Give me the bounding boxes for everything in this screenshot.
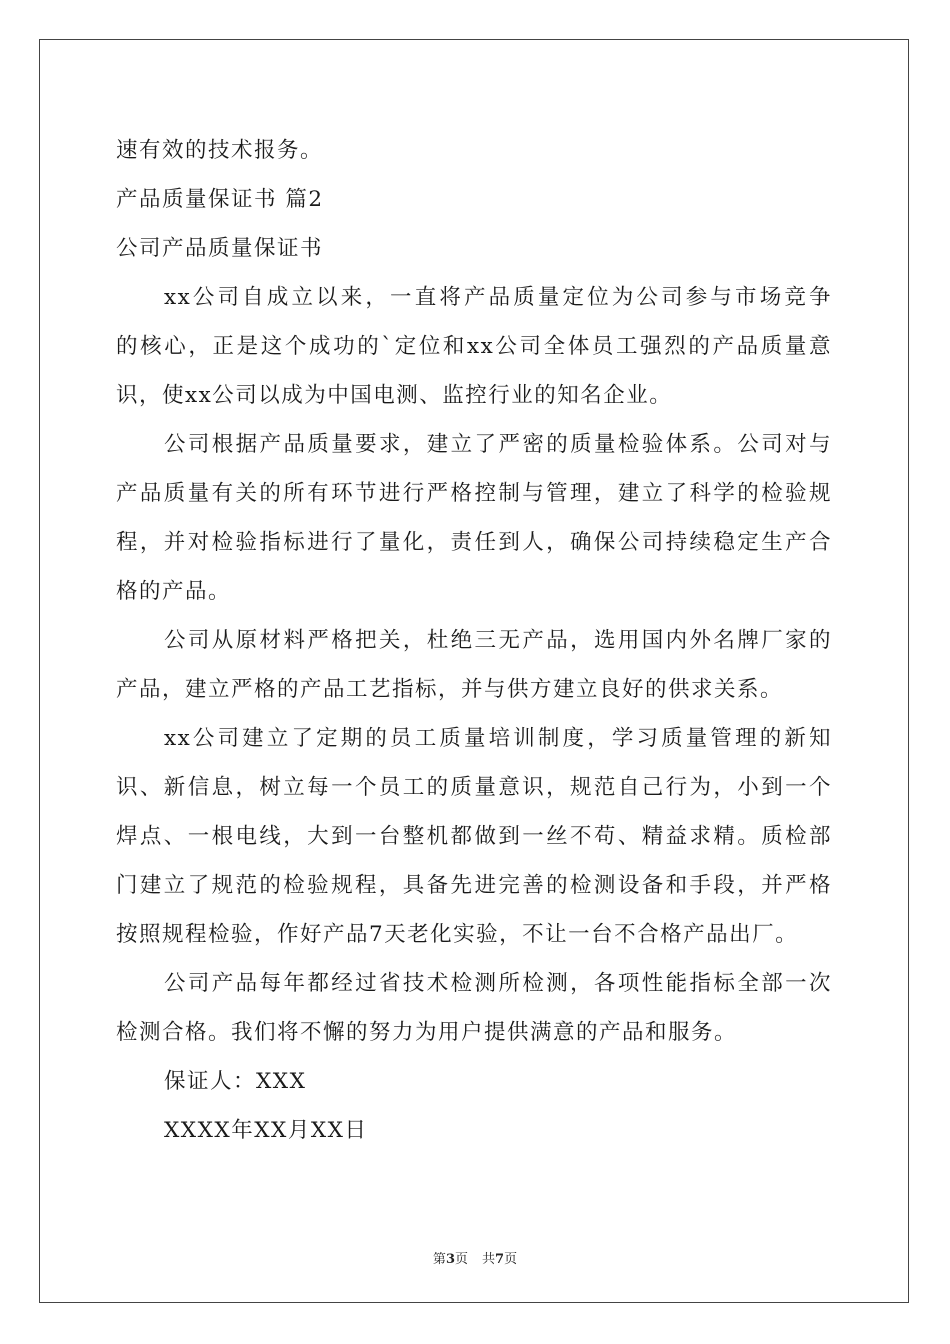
text-line: 速有效的技术报务。 (116, 138, 324, 163)
document-body (116, 126, 832, 1155)
paragraph-line: xx公司自成立以来，一直将产品质量定位为公司参与市场竞争 (164, 285, 832, 310)
page-suffix: 页 (454, 1252, 468, 1267)
paragraph-line: 公司从原材料严格把关，杜绝三无产品，选用国内外名牌厂家的 (164, 628, 832, 653)
page-number: 3 (445, 1252, 455, 1267)
paragraph-line: 检测合格。我们将不懈的努力为用户提供满意的产品和服务。 (116, 1020, 738, 1045)
paragraph-line: 识，使xx公司以成为中国电测、监控行业的知名企业。 (116, 383, 673, 408)
total-suffix: 页 (504, 1252, 518, 1267)
paragraph-line: 按照规程检验，作好产品7天老化实验，不让一台不合格产品出厂。 (116, 922, 799, 947)
document-title: 公司产品质量保证书 (116, 236, 324, 261)
paragraph-line: 程，并对检验指标进行了量化，责任到人，确保公司持续稳定生产合 (116, 530, 832, 555)
paragraph-line: 公司产品每年都经过省技术检测所检测，各项性能指标全部一次 (164, 971, 832, 996)
paragraph-line: 焊点、一根电线，大到一台整机都做到一丝不苟、精益求精。质检部 (116, 824, 832, 849)
date-line: XXXX年XX月XX日 (164, 1118, 368, 1143)
page-prefix: 第 (432, 1252, 446, 1267)
paragraph-line: 产品质量有关的所有环节进行严格控制与管理，建立了科学的检验规 (116, 481, 832, 506)
paragraph-line: 公司根据产品质量要求，建立了严密的质量检验体系。公司对与 (164, 432, 832, 457)
paragraph-line: 格的产品。 (116, 579, 232, 604)
paragraph-line: 的核心，正是这个成功的`定位和xx公司全体员工强烈的产品质量意 (116, 334, 832, 359)
paragraph-line: 产品，建立严格的产品工艺指标，并与供方建立良好的供求关系。 (116, 677, 784, 702)
paragraph-line: 门建立了规范的检验规程，具备先进完善的检测设备和手段，并严格 (116, 873, 832, 898)
section-heading: 产品质量保证书 篇2 (116, 187, 324, 212)
total-pages: 7 (495, 1252, 505, 1267)
page-footer (0, 1248, 950, 1267)
total-prefix: 共 (482, 1252, 496, 1267)
guarantor-line: 保证人：XXX (164, 1069, 307, 1094)
paragraph-line: xx公司建立了定期的员工质量培训制度，学习质量管理的新知 (164, 726, 832, 751)
paragraph-line: 识、新信息，树立每一个员工的质量意识，规范自己行为，小到一个 (116, 775, 832, 800)
